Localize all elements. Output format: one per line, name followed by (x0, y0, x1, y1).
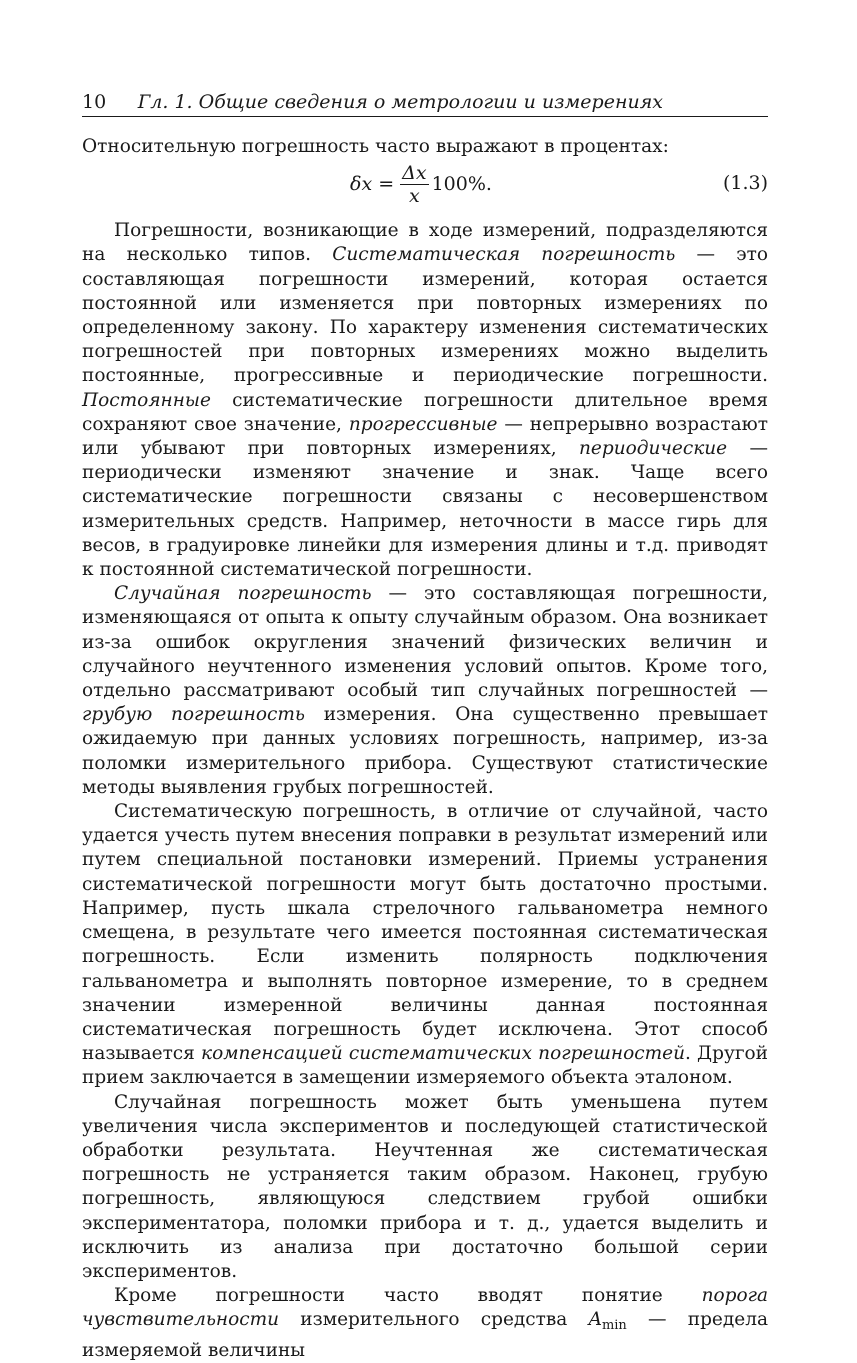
formula-fraction (400, 162, 428, 207)
formula-numerator: Δx (402, 161, 427, 184)
paragraph-random: Случайная погрешность — это составляющая погрешности, изменяющаяся от опыта к опыту случайным образом. Она возникает из-за ошибок округления значений физических величин и случайного неучтенного изменения условий опытов. Кроме того, отдельно рассматривают особый тип случайных погрешностей — грубую погрешность измерения. Она существенно превышает ожидаемую при данных условиях погрешность, например, из-за поломки измерительного прибора. Существуют статистические методы выявления грубых погрешностей. (82, 583, 769, 798)
paragraph-reduction: Случайная погрешность может быть уменьшена путем увеличения числа экспериментов и последующей статистической обработки результата. Неучтенная же систематическая погрешность не устраняется таким образом. Наконец, грубую погрешность, являющуюся следствием грубой ошибки экспериментатора, поломки прибора и т. д., удается выделить и исключить из анализа при достаточно большой серии экспериментов. (82, 1091, 768, 1282)
formula-1-3 (82, 159, 768, 211)
intro-paragraph: Относительную погрешность часто выражают в процентах: (82, 136, 669, 157)
symbol-a-min: $A_{min}$ (588, 1309, 627, 1334)
running-header (82, 88, 768, 117)
equation-number: (1.3) (722, 172, 768, 195)
paragraph-threshold: Кроме погрешности часто вводят понятие порога чувствительности измерительного средства $A_{min}$ — предела измеряемой величины (82, 1285, 768, 1361)
formula-tail: 100%. (431, 173, 492, 196)
formula-lhs: δx = (350, 173, 395, 196)
paragraph-systematic: Погрешности, возникающие в ходе измерений, подразделяются на несколько типов. Систематическая погрешность — это составляющая погрешности измерений, которая остается постоянной или изменяется при повторных измерениях по определенному закону. По характеру изменения систематических погрешностей при повторных измерениях можно выделить постоянные, прогрессивные и периодические погрешности. Постоянные систематические погрешности длительное время сохраняют свое значение, прогрессивные — непрерывно возрастают или убывают при повторных измерениях, периодические — периодически изменяют значение и знак. Чаще всего систематические погрешности связаны с несовершенством измерительных средств. Например, неточности в массе гирь для весов, в градуировке линейки для измерения длины и т.д. приводят к постоянной систематической погрешности. (82, 220, 768, 581)
term-gross-error: грубую погрешность (82, 704, 305, 726)
formula-expression (350, 161, 492, 207)
term-compensation: компенсацией систематических погрешностей (201, 1043, 685, 1065)
term-systematic-error: Систематическая погрешность (332, 244, 676, 266)
formula-denominator: x (408, 184, 420, 207)
term-periodic: периодические (579, 438, 728, 460)
term-random-error: Случайная погрешность (114, 583, 372, 605)
term-constant: Постоянные (82, 389, 211, 411)
page-number: 10 (82, 91, 107, 113)
body-text (82, 135, 768, 1363)
running-title: Гл. 1. Общие сведения о метрологии и измерениях (137, 91, 663, 113)
term-sensitivity-threshold: порога чувствительности (82, 1285, 768, 1331)
paragraph-compensation: Систематическую погрешность, в отличие от случайной, часто удается учесть путем внесения поправки в результат измерений или путем специальной постановки измерений. Приемы устранения систематической погрешности могут быть достаточно простыми. Например, пусть шкала стрелочного гальванометра немного смещена, в результате чего имеется постоянная систематическая погрешность. Если изменить полярность подключения гальванометра и выполнять повторное измерение, то в среднем значении измеренной величины данная постоянная систематическая погрешность будет исключена. Этот способ называется компенсацией систематических погрешностей. Другой прием заключается в замещении измеряемого объекта эталоном. (82, 801, 768, 1089)
term-progressive: прогрессивные (348, 413, 498, 435)
